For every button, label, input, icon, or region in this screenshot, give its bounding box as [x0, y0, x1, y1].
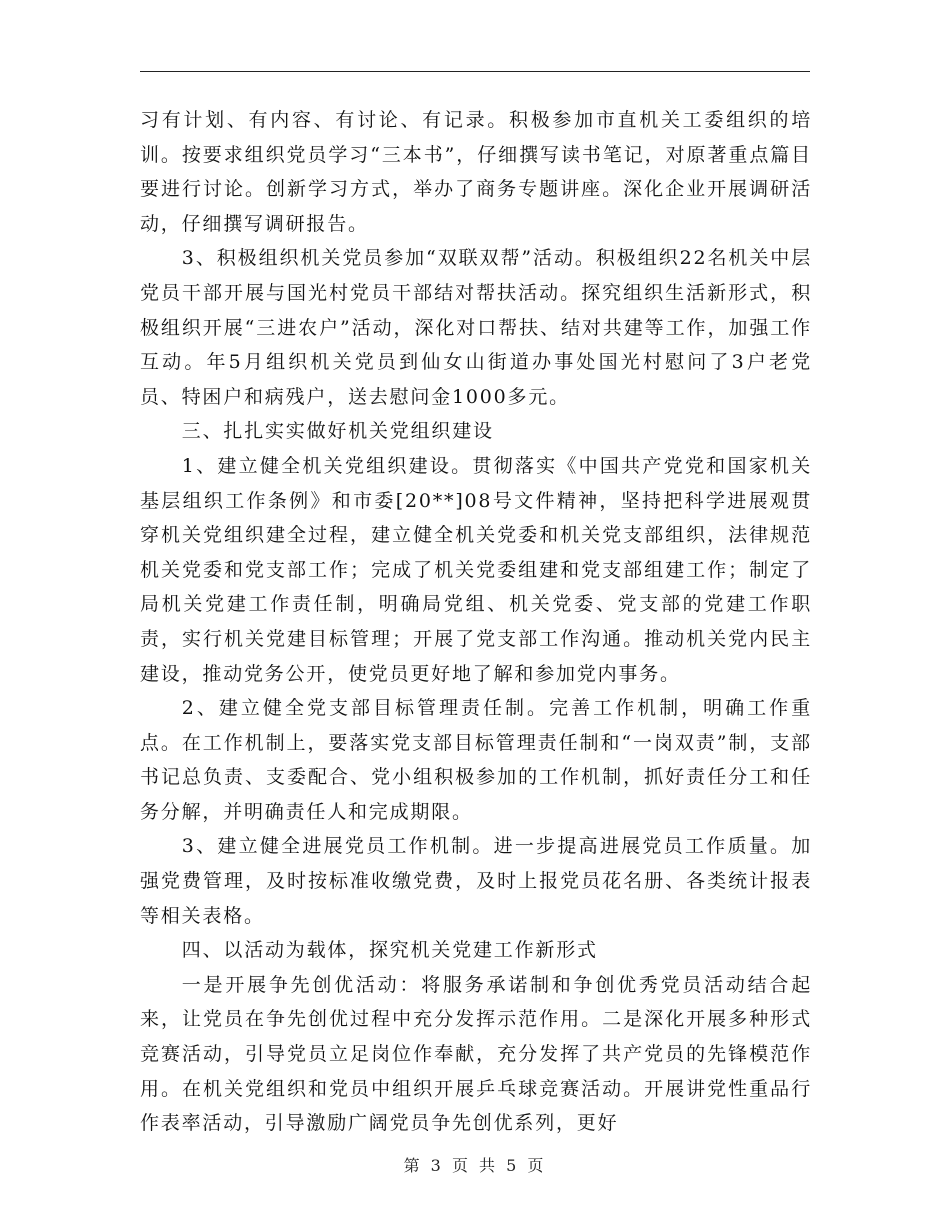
paragraph-item-3-mechanism: 3、建立健全进展党员工作机制。进一步提高进展党员工作质量。加强党费管理，及时按标准收缴党费，及时上报党员花名册、各类统计报表等相关表格。: [140, 835, 812, 927]
paragraph-item-2-responsibility: 2、建立健全党支部目标管理责任制。完善工作机制，明确工作重点。在工作机制上，要落实党支部目标管理责任制和“一岗双责”制，支部书记总负责、支委配合、党小组积极参加的工作机制，抓好责任分工和任务分解，并明确责任人和完成期限。: [140, 697, 812, 823]
paragraph-item-3-shuanglian: 3、积极组织机关党员参加“双联双帮”活动。积极组织22名机关中层党员干部开展与国光村党员干部结对帮扶活动。探究组织生活新形式，积极组织开展“三进农户”活动，深化对口帮扶、结对共建等工作，加强工作互动。年5月组织机关党员到仙女山街道办事处国光村慰问了3户老党员、特困户和病残户，送去慰问金1000多元。: [140, 247, 812, 408]
paragraph-activities: 一是开展争先创优活动：将服务承诺制和争创优秀党员活动结合起来，让党员在争先创优过程中充分发挥示范作用。二是深化开展多种形式竞赛活动，引导党员立足岗位作奉献，充分发挥了共产党员的先锋模范作用。在机关党组织和党员中组织开展乒乓球竞赛活动。开展讲党性重品行作表率活动，引导激励广阔党员争先创优系列，更好: [140, 973, 812, 1135]
header-rule: [140, 71, 810, 72]
document-body: [140, 103, 812, 1141]
paragraph-study-continuation: 习有计划、有内容、有讨论、有记录。积极参加市直机关工委组织的培训。按要求组织党员学习“三本书”，仔细撰写读书笔记，对原著重点篇目要进行讨论。创新学习方式，举办了商务专题讲座。深化企业开展调研活动，仔细撰写调研报告。: [140, 109, 812, 235]
paragraph-item-1-organization: 1、建立健全机关党组织建设。贯彻落实《中国共产党党和国家机关基层组织工作条例》和市委[20**]08号文件精神，坚持把科学进展观贯穿机关党组织建全过程，建立健全机关党委和机关党支部组织，法律规范机关党委和党支部工作；完成了机关党委组建和党支部组建工作；制定了局机关党建工作责任制，明确局党组、机关党委、党支部的党建工作职责，实行机关党建目标管理；开展了党支部工作沟通。推动机关党内民主建设，推动党务公开，使党员更好地了解和参加党内事务。: [140, 454, 812, 685]
section-heading-4: 四、以活动为载体，探究机关党建工作新形式: [181, 939, 598, 962]
section-heading-3: 三、扎扎实实做好机关党组织建设: [181, 420, 494, 443]
page-number-footer: 第 3 页 共 5 页: [403, 1156, 547, 1175]
